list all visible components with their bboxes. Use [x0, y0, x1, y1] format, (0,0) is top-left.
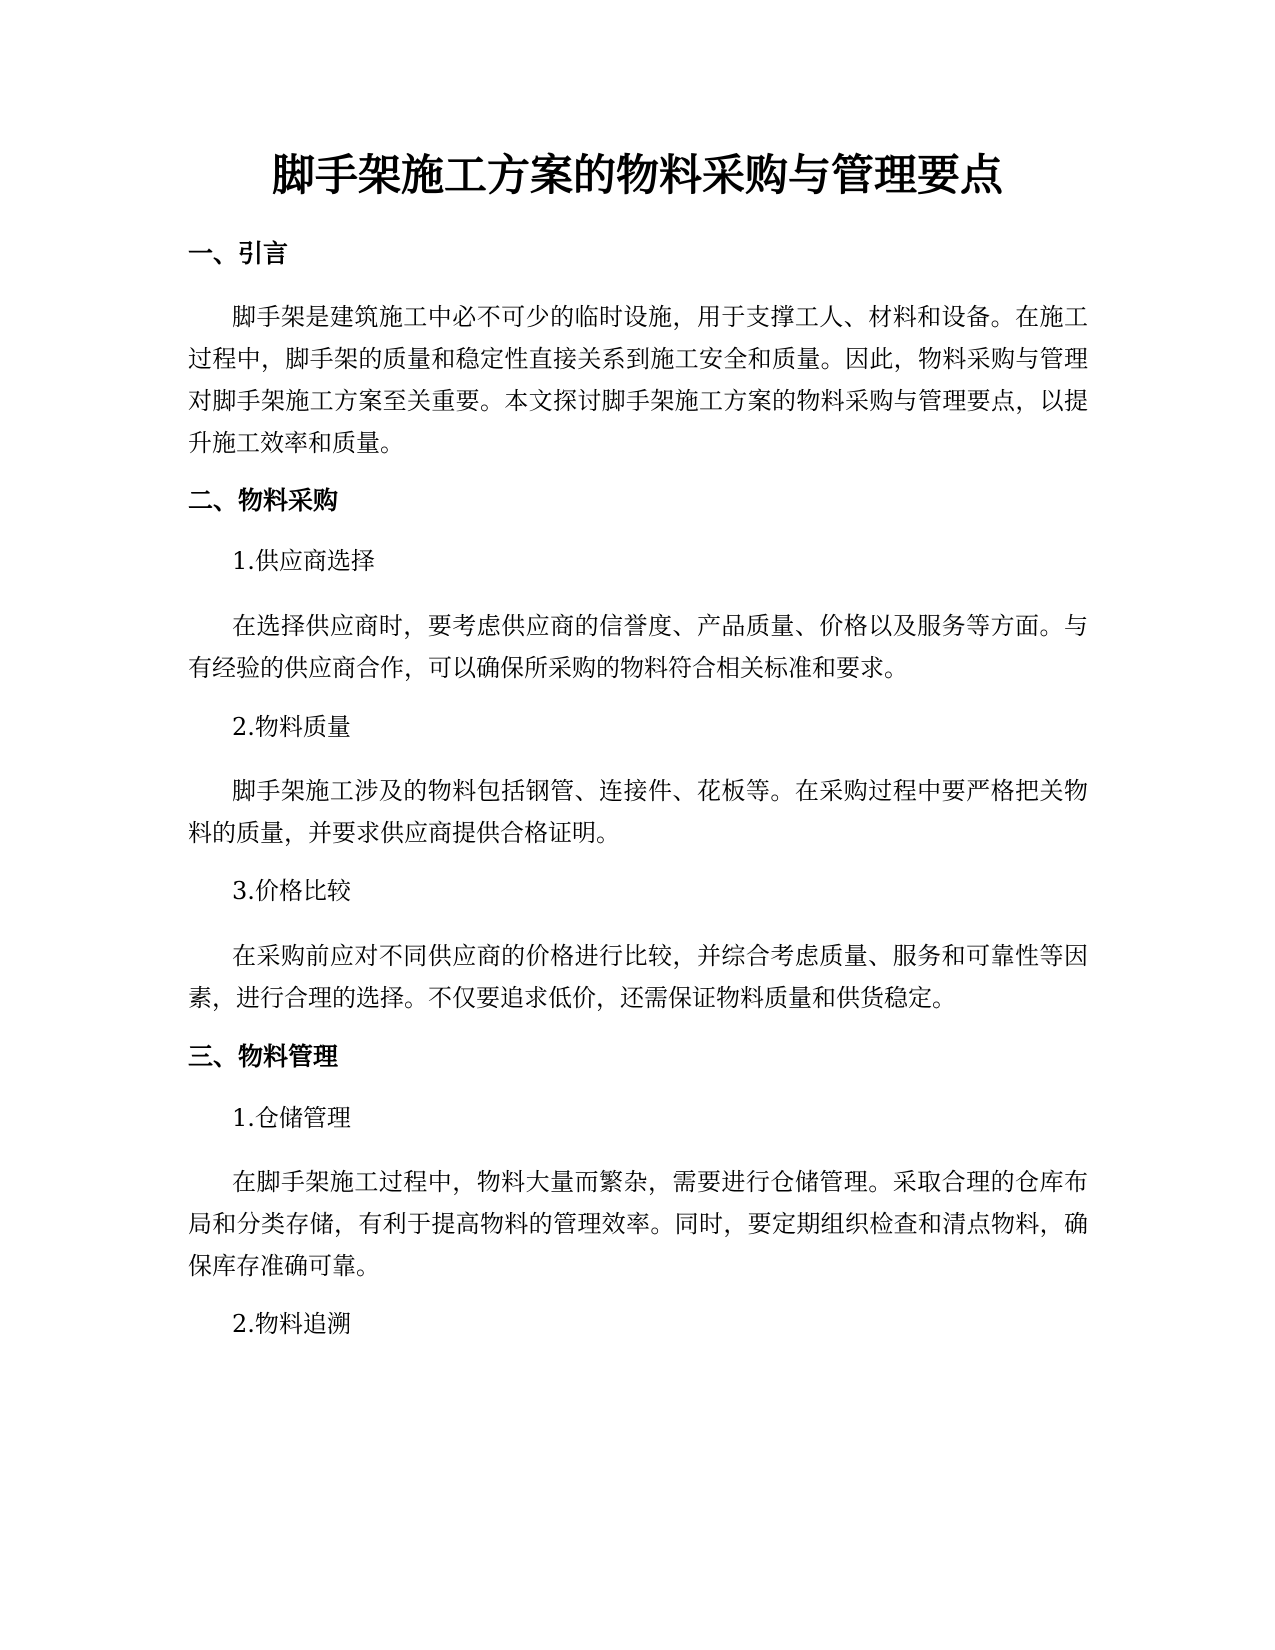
paragraph-supplier-selection: 在选择供应商时，要考虑供应商的信誉度、产品质量、价格以及服务等方面。与有经验的供应商合作，可以确保所采购的物料符合相关标准和要求。 [188, 612, 1088, 682]
paragraph-introduction: 脚手架是建筑施工中必不可少的临时设施，用于支撑工人、材料和设备。在施工过程中，脚手架的质量和稳定性直接关系到施工安全和质量。因此，物料采购与管理对脚手架施工方案至关重要。本文探讨脚手架施工方案的物料采购与管理要点，以提升施工效率和质量。 [188, 303, 1088, 457]
document-title: 脚手架施工方案的物料采购与管理要点 [272, 151, 1003, 201]
section-heading-introduction: 一、引言 [188, 239, 289, 268]
subheading-material-quality: 2.物料质量 [232, 713, 351, 741]
subheading-material-traceability: 2.物料追溯 [232, 1310, 351, 1338]
section-heading-procurement: 二、物料采购 [188, 486, 339, 515]
subheading-price-comparison: 3.价格比较 [232, 877, 351, 905]
paragraph-material-quality: 脚手架施工涉及的物料包括钢管、连接件、花板等。在采购过程中要严格把关物料的质量，并要求供应商提供合格证明。 [188, 777, 1088, 847]
paragraph-price-comparison: 在采购前应对不同供应商的价格进行比较，并综合考虑质量、服务和可靠性等因素，进行合理的选择。不仅要追求低价，还需保证物料质量和供货稳定。 [188, 942, 1088, 1012]
section-heading-management: 三、物料管理 [188, 1042, 339, 1071]
subheading-supplier-selection: 1.供应商选择 [232, 547, 375, 575]
paragraph-warehouse-management: 在脚手架施工过程中，物料大量而繁杂，需要进行仓储管理。采取合理的仓库布局和分类存储，有利于提高物料的管理效率。同时，要定期组织检查和清点物料，确保库存准确可靠。 [188, 1168, 1088, 1280]
subheading-warehouse-management: 1.仓储管理 [232, 1104, 351, 1132]
